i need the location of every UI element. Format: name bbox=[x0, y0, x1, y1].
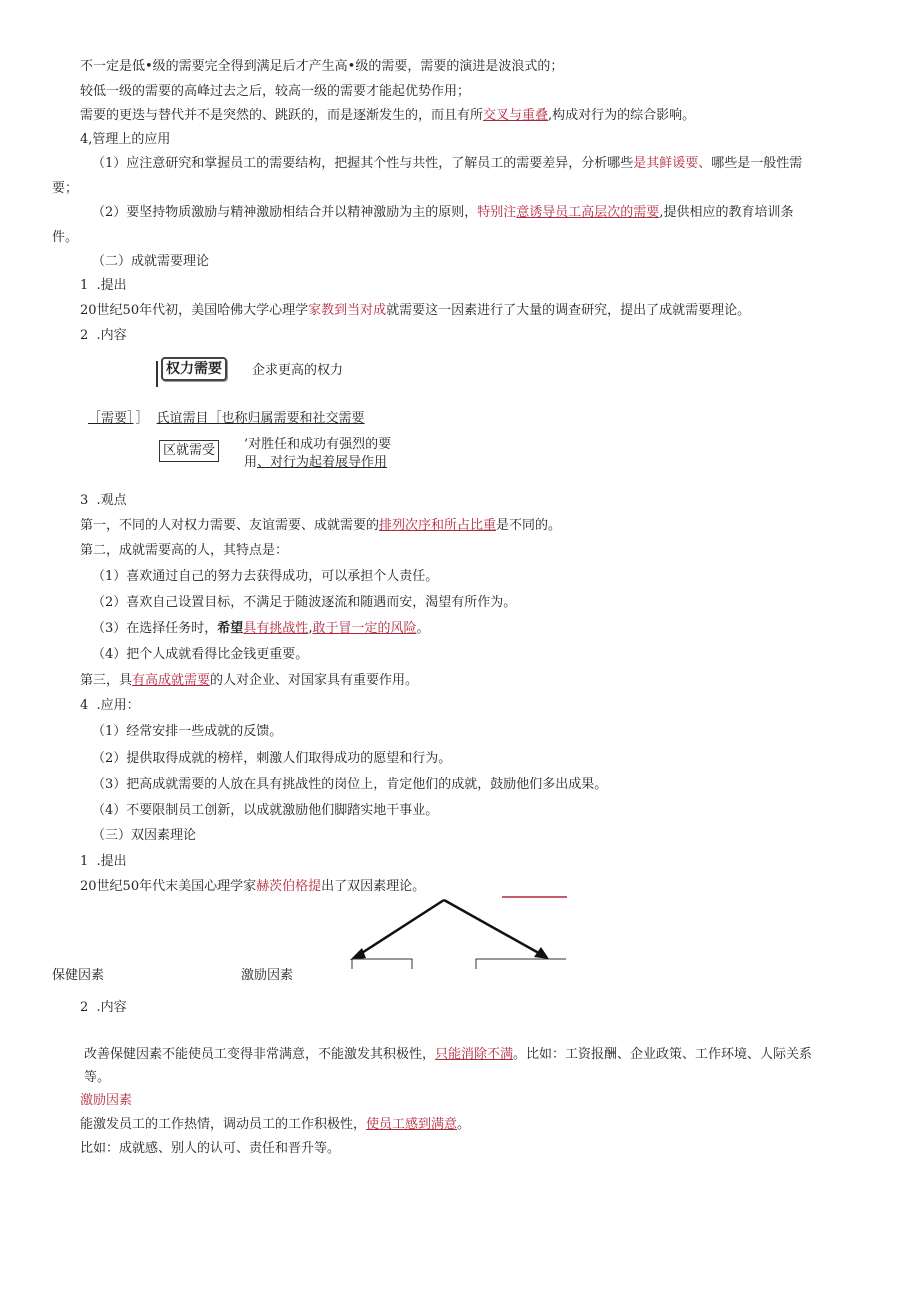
text-segment: 。 bbox=[457, 1117, 471, 1132]
text-segment: 是不同的。 bbox=[496, 518, 562, 533]
highlight-text: 家教到当对成 bbox=[308, 303, 387, 318]
achievement-need-desc-1: ’对胜任和成功有强烈的要 bbox=[244, 437, 392, 452]
characteristic-4: （4）把个人成就看得比金钱更重要。 bbox=[92, 647, 309, 662]
application-3: （3）把高成就需要的人放在具有挑战性的岗位上，肯定他们的成就，鼓励他们多出成果。 bbox=[92, 777, 608, 792]
text-segment: ,提供相应的教育培训条 bbox=[659, 205, 794, 220]
power-need-box: 权力需要 bbox=[161, 357, 227, 381]
application-4: （4）不要限制员工创新，以成就激励他们脚踏实地干事业。 bbox=[92, 803, 439, 818]
highlight-text: 使员工感到满意 bbox=[366, 1117, 458, 1132]
achievement-s1-text bbox=[80, 302, 750, 320]
bracket-char: ］ bbox=[135, 411, 149, 426]
achievement-section-title: （二）成就需要理论 bbox=[92, 254, 210, 269]
characteristic-1: （1）喜欢通过自己的努力去获得成功，可以承担个人责任。 bbox=[92, 569, 439, 584]
achievement-s1-title: 1 .提出 bbox=[80, 278, 127, 293]
highlight-text: 敢于冒一定的风险 bbox=[312, 621, 417, 636]
management-item-2-cont: 件。 bbox=[52, 230, 79, 245]
highlight-text: 交叉与重叠 bbox=[483, 108, 549, 123]
text-segment: 20世纪50年代初，美国哈佛大学心理学 bbox=[80, 303, 309, 318]
text-segment: 就需要这一因素进行了大量的调查研究，提出了成就需要理论。 bbox=[386, 303, 751, 318]
highlight-text: 排列次序和所占比重 bbox=[379, 518, 497, 533]
achievement-s4-title: 4 .应用： bbox=[80, 698, 140, 713]
two-factor-diagram bbox=[340, 890, 580, 970]
needs-label: ［需要］ bbox=[88, 411, 134, 426]
motivation-title: 激励因素 bbox=[80, 1093, 133, 1108]
application-2: （2）提供取得成就的榜样，刺激人们取得成功的愿望和行为。 bbox=[92, 751, 452, 766]
power-need-desc: 企求更高的权力 bbox=[252, 363, 344, 378]
viewpoint-1 bbox=[80, 517, 561, 535]
left-arrow-line bbox=[354, 900, 444, 958]
hygiene-desc-cont: 等。 bbox=[84, 1070, 111, 1085]
text-segment: 的人对企业、对国家具有重要作用。 bbox=[210, 673, 419, 688]
text-segment: 第三，具 bbox=[80, 673, 133, 688]
text-segment: 改善保健因素不能使员工变得非常满意，不能激发其积极性， bbox=[84, 1047, 436, 1062]
two-factor-s1-title: 1 .提出 bbox=[80, 854, 127, 869]
maslow-point-2: 较低一级的需要的高峰过去之后，较高一级的需要才能起优势作用； bbox=[80, 84, 471, 99]
text-segment: 需要的更迭与替代并不是突然的、跳跃的，而是逐渐发生的，而且有所 bbox=[80, 108, 484, 123]
achievement-need-desc-2 bbox=[244, 454, 387, 472]
application-1: （1）经常安排一些成就的反馈。 bbox=[92, 724, 283, 739]
management-item-1 bbox=[92, 155, 802, 173]
motivation-factor-label: 激励因素 bbox=[241, 968, 294, 983]
two-factor-section-title: （三）双因素理论 bbox=[92, 828, 197, 843]
text-segment: 哪些是一般性需 bbox=[711, 156, 803, 171]
text-segment: （3）在选择任务时， bbox=[92, 621, 218, 636]
management-heading: 4,管理上的应用 bbox=[80, 132, 171, 147]
viewpoint-2: 第二，成就需要高的人，其特点是： bbox=[80, 543, 289, 558]
affiliation-need-label: 氏谊需目［也称归属需要和社交需要 bbox=[156, 411, 365, 426]
text-segment: , bbox=[308, 621, 313, 636]
text-segment: 用 bbox=[244, 455, 258, 470]
left-arrowhead bbox=[350, 948, 366, 960]
viewpoint-3 bbox=[80, 672, 418, 690]
text-segment: 第一，不同的人对权力需要、友谊需要、成就需要的 bbox=[80, 518, 380, 533]
achievement-need-box: 区就需受 bbox=[159, 440, 219, 462]
text-segment: 、对行为起着展导作用 bbox=[257, 455, 388, 470]
text-segment: （1）应注意研究和掌握员工的需要结构，把握其个性与共性，了解员工的需要差异，分析哪些 bbox=[92, 156, 634, 171]
text-segment: 出了双因素理论。 bbox=[321, 879, 426, 894]
text-segment: 能激发员工的工作热情，调动员工的工作积极性， bbox=[80, 1117, 367, 1132]
characteristic-3 bbox=[92, 620, 429, 638]
highlight-text: 只能消除不满 bbox=[435, 1047, 514, 1062]
bracket-line bbox=[156, 361, 158, 387]
characteristic-2: （2）喜欢自己设置目标，不满足于随波逐流和随遇而安，渴望有所作为。 bbox=[92, 595, 517, 610]
left-bracket bbox=[352, 959, 412, 969]
right-arrow-line bbox=[444, 900, 544, 956]
highlight-text: 特别注 bbox=[477, 205, 517, 220]
management-item-1-cont: 要； bbox=[52, 181, 79, 196]
highlight-text: 具有挑战性 bbox=[243, 621, 309, 636]
highlight-text: 赫茨伯格提 bbox=[256, 879, 322, 894]
management-item-2 bbox=[92, 204, 793, 222]
achievement-s2-title: 2 .内容 bbox=[80, 328, 127, 343]
text-segment: （2）要坚持物质激励与精神激励相结合并以精神激励为主的原则， bbox=[92, 205, 478, 220]
motivation-desc bbox=[80, 1116, 470, 1134]
motivation-example: 比如：成就感、别人的认可、责任和晋升等。 bbox=[80, 1141, 341, 1156]
affiliation-row bbox=[88, 410, 365, 428]
bold-text: 希望 bbox=[217, 621, 244, 636]
text-segment: 。比如：工资报酬、企业政策、工作环境、人际关系 bbox=[513, 1047, 813, 1062]
two-factor-s2-title: 2 .内容 bbox=[80, 1000, 127, 1015]
text-segment: 20世纪50年代末美国心理学家 bbox=[80, 879, 257, 894]
highlight-text: 是其鲜谖要、 bbox=[633, 156, 712, 171]
hygiene-factor-label: 保健因素 bbox=[52, 968, 105, 983]
highlight-text: 有高成就需要 bbox=[132, 673, 211, 688]
achievement-s3-title: 3 .观点 bbox=[80, 493, 127, 508]
maslow-point-1: 不一定是低•级的需要完全得到满足后才产生高•级的需要，需要的演进是波浪式的； bbox=[80, 59, 564, 74]
text-segment: 。 bbox=[416, 621, 430, 636]
right-bracket bbox=[476, 959, 566, 969]
hygiene-desc bbox=[84, 1046, 812, 1064]
highlight-text: 意诱导员工高层次的需要 bbox=[516, 205, 660, 220]
text-segment: ,构成对行为的综合影响。 bbox=[548, 108, 696, 123]
maslow-point-3 bbox=[80, 107, 695, 125]
